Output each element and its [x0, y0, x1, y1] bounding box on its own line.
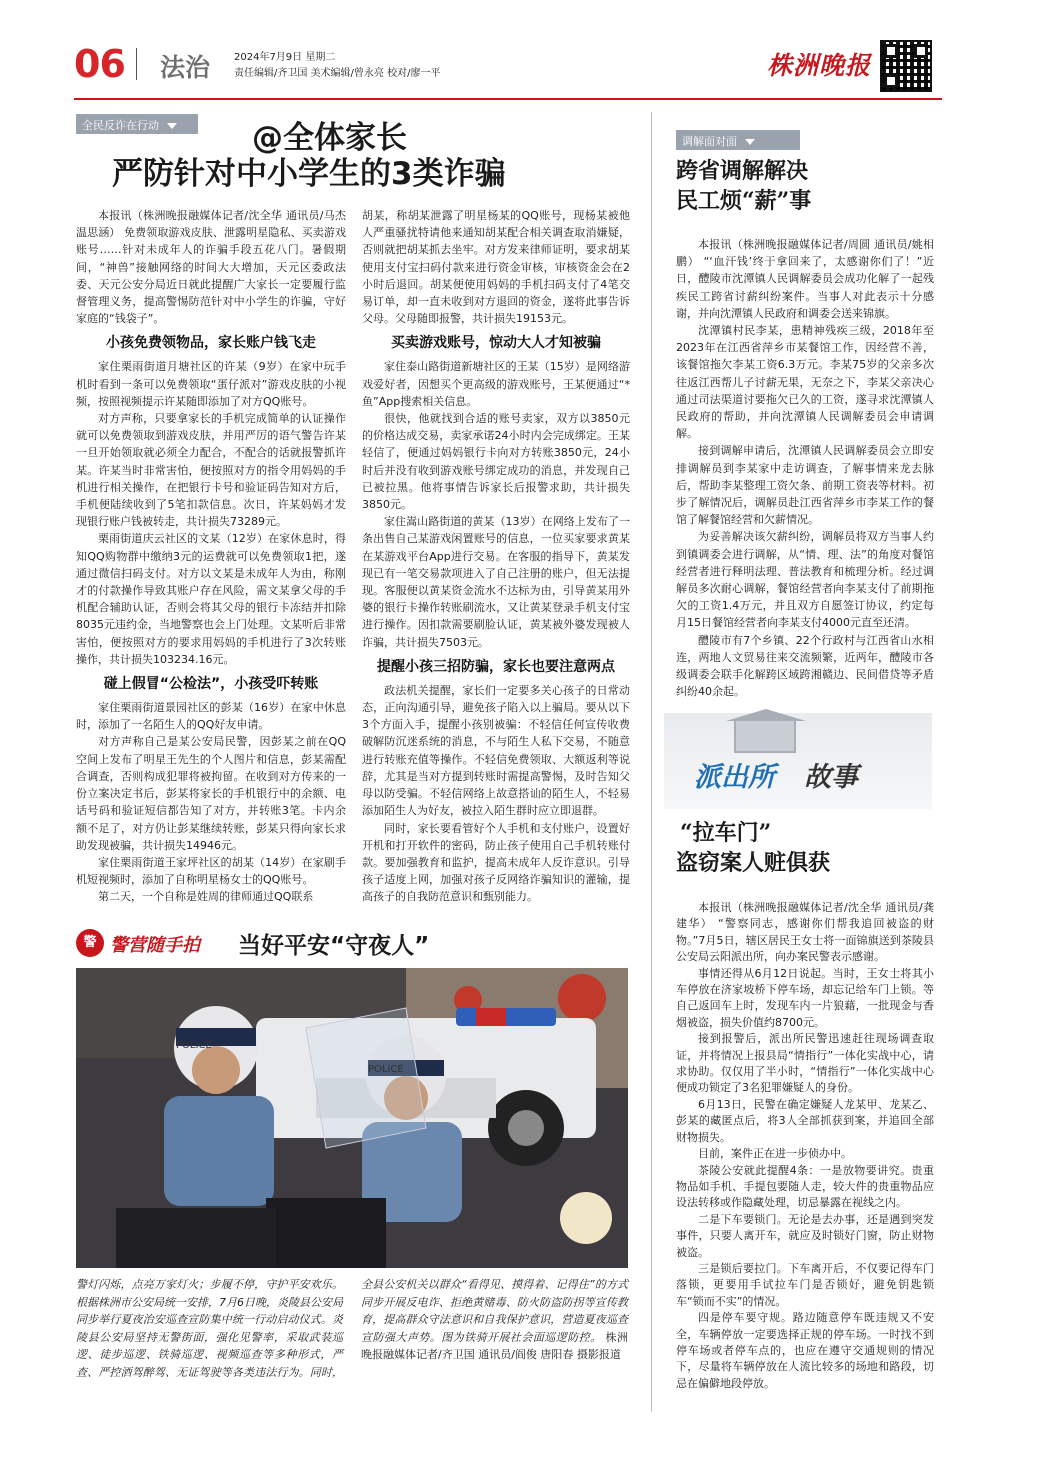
photo-caption — [76, 1276, 628, 1381]
paragraph: 接到调解申请后，沈潭镇人民调解委员会立即安排调解员到李某家中走访调查，了解事情来龙去脉后，帮助李某整理工资欠条、前期工资表等材料。初步了解情况后，调解员赴江西省萍乡市李某工作的餐馆了解餐馆经营和欠薪情况。 — [676, 444, 934, 527]
paragraph: 为妥善解决该欠薪纠纷，调解员将双方当事人约到镇调委会进行调解，从“情、理、法”的角度对餐馆经营者进行释明法理、普法教育和梳理分析。经过调解员多次耐心调解，餐馆经营者向李某支付了前期拖欠的工资1.4万元，并且双方自愿签订协议，约定每月15日餐馆经营者向李某支付4000元直至还清。 — [676, 530, 934, 630]
main-column-2 — [362, 207, 630, 906]
photo-credit: 株洲晚报融媒体记者/齐卫国 通讯员/阎俊 唐阳春 摄影报道 — [361, 1330, 629, 1361]
newspaper-logo: 株洲晚报 — [767, 51, 872, 80]
mediation-body — [676, 236, 934, 700]
paragraph: 家住嵩山路街道的黄某（13岁）在网络上发布了一条出售自己某游戏闲置账号的信息，一位买家要求黄某在某游戏平台App进行交易。在客服的指导下，黄某发现已有一笔交易款项进入了自己注册的账户，但无法提现。客服便以黄某资金流水不达标为由，引导黄某用外婆的银行卡操作转账刷流水，又让黄某登录手机支付宝进行操作。因扣款需要刷脸认证，黄某被外婆发现被人诈骗，共计损失7503元。 — [362, 515, 630, 649]
section-title: 法治 — [160, 53, 211, 82]
mediation-headline-line2: 民工烦“薪”事 — [676, 188, 812, 214]
paragraph: 沈潭镇村民李某，患精神残疾三级，2018年至2023年在江西省萍乡市某餐馆工作，因经营不善，该餐馆拖欠李某工资6.3万元。李某75岁的父亲多次往返江西帮儿子讨薪无果，无奈之下，李某父亲决心通过司法渠道讨要拖欠已久的工资，遂寻求沈潭镇人民政府的帮助，并向沈潭镇人民调解委员会申请调解。 — [676, 324, 934, 441]
theft-body — [676, 900, 934, 1392]
paragraph: 6月13日，民警在确定嫌疑人龙某甲、龙某乙、彭某的藏匿点后，将3人全部抓获到案，并追回全部财物损失。 — [676, 1097, 934, 1144]
header-rule — [74, 98, 942, 100]
caption-text: 警灯闪烁，点亮万家灯火；步履不停，守护平安欢乐。根据株洲市公安局统一安排，7月6日晚，炎陵县公安局同步举行夏夜治安巡查宣防集中统一行动启动仪式。炎陵县公安局坚持无警街面，强化见警率，采取武装巡逻、徒步巡逻、铁骑巡逻、视频巡查等多种形式，严查、严控酒驾醉驾、无证驾驶等各类违法行为。同时，全县公安机关以群众“看得见、摸得着、记得住”的方式同步开展反电诈、拒绝黄赌毒、防火防盗防拐等宣传教育，提高群众守法意识和自我保护意识，营造夏夜巡查宣防强大声势。图为铁骑开展社会面巡逻防控。 — [76, 1278, 628, 1379]
police-patrol-photo — [76, 968, 628, 1268]
page-header — [74, 40, 942, 88]
police-badge-icon: 警 — [76, 929, 104, 957]
header-divider — [136, 48, 137, 80]
paragraph: 第二天，一个自称是姓周的律师通过QQ联系 — [98, 890, 314, 904]
paragraph: 四是停车要守规。路边随意停车既违规又不安全，车辆停放一定要选择正规的停车场。一时找不到停车场或者停车点的，也应在遵守交通规则的情况下，尽量将车辆停放在人流比较多的场地和路段，切忌在偏僻地段停放。 — [676, 1311, 934, 1390]
helmet-police-text-right: POLICE — [368, 1064, 404, 1075]
chevron-down-icon — [745, 139, 755, 145]
paragraph: 事情还得从6月12日说起。当时，王女士将其小车停放在济家坡桥下停车场，却忘记给车门上锁。等自己返回车上时，发现车内一片狼藉，一批现金与香烟被盗，损失价值约8700元。 — [676, 966, 934, 1029]
paragraph: 对方声称自己是某公安局民警，因彭某之前在QQ空间上发布了明星王先生的个人图片和信息，彭某需配合调查，否则构成犯罪将被拘留。在收到对方传来的一份立案决定书后，彭某将家长的手机银行中的余额、电话号码和验证短信都告知了对方，并转账3笔。卡内余额不足了，对方仍让彭某继续转账，彭某只得向家长求助发现被骗，共计损失14946元。 — [76, 735, 346, 852]
theft-headline-line1: “拉车门” — [680, 820, 772, 846]
mediation-tag — [676, 130, 800, 150]
column-divider — [651, 112, 652, 1412]
paragraph: 接到报警后，派出所民警迅速赶往现场调查取证，并将情况上报县局“情指行”一体化实战中心，请求协助。仅仅用了半小时，“情指行”一体化实战中心便成功锁定了3名犯罪嫌疑人的身份。 — [676, 1032, 934, 1095]
paragraph: 目前，案件正在进一步侦办中。 — [698, 1147, 852, 1161]
tag-label: 调解面对面 — [682, 135, 737, 148]
paragraph: 三是锁后要拉门。下车离开后，不仅要记得车门落锁，更要用手试拉车门是否锁好，避免钥匙锁车“锁而不实”的情况。 — [676, 1261, 934, 1308]
page-number: 06 — [74, 42, 125, 86]
paragraph: 政法机关提醒，家长们一定要多关心孩子的日常动态，正向沟通引导，避免孩子陷入以上骗局。要从以下3个方面入手，提醒小孩别被骗：不轻信任何宣传收费破解防沉迷系统的消息，不与陌生人私下交易，不随意进行转账充值等操作。不轻信免费领取、大额返利等说辞，尤其是当对方提到转账时需提高警惕，及时告知父母以防受骗。不轻信网络上故意搭讪的陌生人，不轻易添加陌生人为好友，被拉入陌生群时应立即退群。 — [362, 683, 630, 818]
paragraph: 同时，家长要看管好个人手机和支付账户，设置好开机和打开软件的密码，防止孩子使用自己手机转账付款。要加强教育和监护，提高未成年人反诈意识。引导孩子适度上网，加强对孩子反网络诈骗知识的灌输，提高孩子的自我防范意识和甄别能力。 — [362, 821, 630, 904]
paragraph: 茶陵公安就此提醒4条：一是放物要讲究。贵重物品如手机、手提包要随人走，较大件的贵重物品应设法转移或作隐藏处理，切忌暴露在视线之内。 — [676, 1163, 934, 1210]
paragraph: 二是下车要锁门。无论是去办事，还是遇到突发事件，只要人离开车，就应及时锁好门窗，防止财物被盗。 — [676, 1212, 934, 1259]
paragraph: 家住泰山路街道新塘社区的王某（15岁）是网络游戏爱好者，因想买个更高级的游戏账号，王某便通过“*鱼”App搜索相关信息。 — [362, 360, 630, 408]
paragraph: 家住栗雨街道景园社区的彭某（16岁）在家中休息时，添加了一名陌生人的QQ好友申请。 — [76, 701, 346, 732]
paragraph: 很快，他就找到合适的账号卖家，双方以3850元的价格达成交易，卖家承诺24小时内会完成绑定。王某轻信了，便通过妈妈银行卡向对方转账3850元，24小时后并没有收到游戏账号绑定成功的消息，并发现自己已被拉黑。他将事情告诉家长后报警求助，共计损失3850元。 — [362, 412, 630, 512]
police-station-icon — [734, 719, 796, 753]
main-headline-line2: 严防针对中小学生的3类诈骗 — [112, 156, 506, 192]
date-line: 2024年7月9日 星期二 — [234, 52, 336, 63]
police-station-story-banner — [664, 713, 932, 809]
paragraph: 家住栗雨街道月塘社区的许某（9岁）在家中玩手机时看到一条可以免费领取“蛋仔派对”游戏皮肤的小视频，按照视频提示许某随即添加了对方QQ账号。 — [76, 360, 346, 408]
patrol-illustration — [76, 968, 628, 1268]
subheading: 提醒小孩三招防骗，家长也要注意两点 — [377, 658, 615, 675]
main-article-tag — [76, 114, 198, 134]
tag-label: 全民反诈在行动 — [82, 119, 159, 132]
paragraph: 本报讯（株洲晚报融媒体记者/沈全华 通讯员/龚建华） “警察同志，感谢你们帮我追回被盗的财物。”7月5日，辖区居民王女士将一面锦旗送到茶陵县公安局云阳派出所，向办案民警表示感谢。 — [676, 901, 934, 964]
subheading: 买卖游戏账号，惊动大人才知被骗 — [391, 335, 601, 352]
subheading: 碰上假冒“公检法”，小孩受吓转账 — [103, 676, 319, 693]
paragraph: 对方声称，只要拿家长的手机完成简单的认证操作就可以免费领取到游戏皮肤，并用严厉的语气警告许某一旦开始领取就必须全力配合，不配合的话就报警抓许某。许某当时非常害怕，便按照对方的指令用妈妈的手机进行相关操作，在把银行卡号和验证码告知对方后，手机便陆续收到了5笔扣款信息。次日，许某妈妈才发现银行账户钱被转走，共计损失73289元。 — [76, 412, 346, 529]
paragraph: 栗雨街道庆云社区的文某（12岁）在家休息时，得知QQ购物群中缴纳3元的运费就可以免费领取1把，遂通过微信扫码支付。对方以文某是未成年人为由，称刚才的付款操作导致其账户存在风险，需文某拿父母的手机配合辅助认证，否则会将其父母的银行卡冻结并扣除8035元违约金，当地警察也会上门处理。文某听后非常害怕，便按照对方的要求用妈妈的手机进行了3次转账操作，共计损失103234.16元。 — [76, 532, 346, 666]
lead-paragraph: 本报讯（株洲晚报融媒体记者/沈全华 通讯员/马杰 温思涵） 免费领取游戏皮肤、泄露明星隐私、买卖游戏账号……针对未成年人的诈骗手段五花八门。暑假期间，“神兽”接触网络的时间大大增加，天元区委政法委、天元公安分局近日就此提醒广大家长一定要履行监督管理义务，提高警惕防范针对中小学生的诈骗，守好家庭的“钱袋子”。 — [76, 209, 346, 326]
editors-line: 责任编辑/齐卫国 美术编辑/曾永亮 校对/廖一平 — [234, 68, 441, 79]
banner-text-story: 故事 — [804, 762, 858, 793]
paragraph: 醴陵市有7个乡镇、22个行政村与江西省山水相连，两地人文贸易往来交流频繁，近两年，醴陵市各级调委会联手化解跨区域跨湘赣边、民间借贷等矛盾纠纷40余起。 — [676, 633, 934, 699]
subheading: 小孩免费领物品，家长账户钱飞走 — [106, 335, 316, 352]
main-column-1 — [76, 207, 346, 906]
paragraph: 家住栗雨街道王家坪社区的胡某（14岁）在家刷手机短视频时，添加了自称明星杨女士的QQ账号。 — [76, 855, 346, 887]
qr-code-icon[interactable] — [880, 40, 932, 92]
banner-text-station: 派出所 — [694, 762, 775, 793]
chevron-down-icon — [167, 123, 177, 129]
main-headline-line1: @全体家长 — [252, 120, 407, 156]
photo-section-label: 警营随手拍 — [110, 935, 200, 956]
helmet-police-text-left: POLICE — [176, 1040, 212, 1051]
theft-headline-line2: 盗窃案人赃俱获 — [676, 850, 831, 876]
paragraph: 本报讯（株洲晚报融媒体记者/周圆 通讯员/姚相鹏） “‘血汗钱’终于拿回来了，太感谢你们了！”近日，醴陵市沈潭镇人民调解委员会成功化解了一起残疾民工跨省讨薪纠纷案件。当事人对此表示十分感谢，并向沈潭镇人民政府和调委会送来锦旗。 — [676, 238, 934, 320]
mediation-headline-line1: 跨省调解解决 — [676, 158, 809, 184]
photo-section-title: 当好平安“守夜人” — [238, 933, 430, 959]
paragraph: 胡某，称胡某泄露了明星杨某的QQ账号，现杨某被他人严重骚扰特请他来通知胡某配合相关调查取消嫌疑，否则就把胡某抓去坐牢。对方发来律师证明，要求胡某使用支付宝扫码付款来进行资金审核，审核资金会在2小时后退回。胡某便使用妈妈的手机扫码支付了4笔交易订单，却一直未收到对方退回的资金，遂将此事告诉父母。父母随即报警，共计损失19153元。 — [362, 209, 630, 326]
